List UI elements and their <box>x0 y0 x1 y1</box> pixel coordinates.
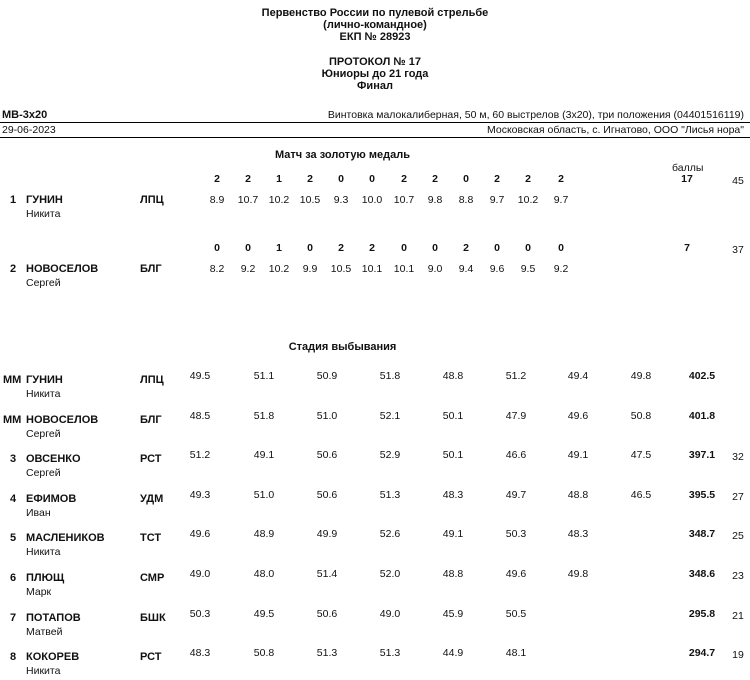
series-score: 45.9 <box>442 608 464 620</box>
shot-point: 2 <box>432 173 438 185</box>
rank: 4 <box>10 493 17 505</box>
rule-bottom <box>0 137 750 138</box>
total-score: 294.7 <box>688 647 716 659</box>
athlete-surname: ГУНИН <box>26 374 63 386</box>
series-score: 49.5 <box>189 370 211 382</box>
series-score: 47.9 <box>505 410 527 422</box>
shot-score: 10.5 <box>299 194 321 206</box>
total-score: 397.1 <box>688 449 716 461</box>
shot-score: 10.0 <box>361 194 383 206</box>
shot-score: 9.4 <box>458 263 474 275</box>
rank: 3 <box>10 453 17 465</box>
series-score: 50.5 <box>505 608 527 620</box>
category: Юниоры до 21 года <box>321 68 429 80</box>
series-score: 51.0 <box>316 410 338 422</box>
series-score: 49.3 <box>189 489 211 501</box>
series-score: 49.6 <box>505 568 527 580</box>
athlete-first-name: Сергей <box>26 277 61 289</box>
shot-point: 0 <box>214 242 220 254</box>
shot-point: 2 <box>369 242 375 254</box>
bib-number: 45 <box>732 175 744 187</box>
athlete-first-name: Никита <box>26 665 61 677</box>
series-score: 50.6 <box>316 489 338 501</box>
protocol-title: ПРОТОКОЛ № 17 <box>329 56 421 68</box>
bib-number: 37 <box>732 244 744 256</box>
series-score: 48.8 <box>567 489 589 501</box>
shot-point: 0 <box>338 173 344 185</box>
rank: 6 <box>10 572 17 584</box>
event-description: Винтовка малокалиберная, 50 м, 60 выстрелов (3х20), три положения (04401516119) <box>327 109 744 121</box>
shot-score: 9.8 <box>427 194 443 206</box>
athlete-surname: ПОТАПОВ <box>26 612 81 624</box>
shot-score: 9.6 <box>489 263 505 275</box>
series-score: 49.6 <box>567 410 589 422</box>
shot-point: 2 <box>338 242 344 254</box>
bib-number: 19 <box>732 649 744 661</box>
club-code: РСТ <box>140 651 162 663</box>
series-score: 49.4 <box>567 370 589 382</box>
shot-point: 0 <box>494 242 500 254</box>
shot-score: 9.0 <box>427 263 443 275</box>
athlete-first-name: Сергей <box>26 467 61 479</box>
header-line2: (лично-командное) <box>323 19 427 31</box>
bib-number: 27 <box>732 491 744 503</box>
athlete-surname: МАСЛЕНИКОВ <box>26 532 105 544</box>
rank: 2 <box>10 263 17 275</box>
athlete-surname: ЕФИМОВ <box>26 493 77 505</box>
series-score: 50.8 <box>253 647 275 659</box>
athlete-surname: ГУНИН <box>26 194 63 206</box>
total-score: 395.5 <box>688 489 716 501</box>
rank: ММ <box>3 414 22 426</box>
total-score: 295.8 <box>688 608 716 620</box>
athlete-surname: ОВСЕНКО <box>26 453 81 465</box>
shot-score: 10.2 <box>517 194 539 206</box>
shot-score: 10.2 <box>268 263 290 275</box>
shot-point: 0 <box>558 242 564 254</box>
athlete-first-name: Матвей <box>26 626 63 638</box>
total-score: 348.7 <box>688 528 716 540</box>
series-score: 49.9 <box>316 528 338 540</box>
series-score: 49.5 <box>253 608 275 620</box>
shot-point: 2 <box>463 242 469 254</box>
series-score: 51.0 <box>253 489 275 501</box>
total-points: 17 <box>681 173 693 185</box>
shot-score: 9.2 <box>240 263 256 275</box>
club-code: ЛПЦ <box>140 194 164 206</box>
club-code: БШК <box>140 612 166 624</box>
club-code: ТСТ <box>140 532 162 544</box>
club-code: БЛГ <box>140 263 162 275</box>
athlete-surname: КОКОРЕВ <box>26 651 80 663</box>
series-score: 46.5 <box>630 489 652 501</box>
series-score: 51.3 <box>379 647 401 659</box>
series-score: 48.8 <box>442 370 464 382</box>
shot-score: 9.2 <box>553 263 569 275</box>
series-score: 51.4 <box>316 568 338 580</box>
shot-point: 2 <box>494 173 500 185</box>
series-score: 51.8 <box>253 410 275 422</box>
shot-point: 0 <box>463 173 469 185</box>
series-score: 49.7 <box>505 489 527 501</box>
shot-score: 9.9 <box>302 263 318 275</box>
shot-score: 9.3 <box>333 194 349 206</box>
series-score: 50.6 <box>316 608 338 620</box>
series-score: 48.3 <box>567 528 589 540</box>
shot-point: 0 <box>369 173 375 185</box>
shot-point: 0 <box>525 242 531 254</box>
shot-point: 1 <box>276 242 282 254</box>
header-line1: Первенство России по пулевой стрельбе <box>261 7 489 19</box>
shot-point: 2 <box>401 173 407 185</box>
athlete-first-name: Марк <box>26 586 52 598</box>
series-score: 52.0 <box>379 568 401 580</box>
shot-score: 10.1 <box>393 263 415 275</box>
shot-point: 1 <box>276 173 282 185</box>
series-score: 49.6 <box>189 528 211 540</box>
series-score: 52.6 <box>379 528 401 540</box>
total-points: 7 <box>684 242 690 254</box>
series-score: 50.6 <box>316 449 338 461</box>
rank: 1 <box>10 194 17 206</box>
series-score: 51.2 <box>505 370 527 382</box>
elimination-title: Стадия выбывания <box>288 341 397 353</box>
series-score: 51.1 <box>253 370 275 382</box>
club-code: ЛПЦ <box>140 374 164 386</box>
shot-score: 9.7 <box>553 194 569 206</box>
series-score: 46.6 <box>505 449 527 461</box>
shot-point: 2 <box>245 173 251 185</box>
total-score: 348.6 <box>688 568 716 580</box>
shot-point: 0 <box>245 242 251 254</box>
series-score: 49.8 <box>567 568 589 580</box>
series-score: 51.3 <box>379 489 401 501</box>
series-score: 48.8 <box>442 568 464 580</box>
series-score: 50.8 <box>630 410 652 422</box>
series-score: 52.9 <box>379 449 401 461</box>
series-score: 49.8 <box>630 370 652 382</box>
shot-point: 0 <box>401 242 407 254</box>
bib-number: 25 <box>732 530 744 542</box>
bib-number: 32 <box>732 451 744 463</box>
series-score: 48.5 <box>189 410 211 422</box>
rank: 7 <box>10 612 17 624</box>
stage: Финал <box>357 80 393 92</box>
rank: ММ <box>3 374 22 386</box>
series-score: 48.1 <box>505 647 527 659</box>
bib-number: 23 <box>732 570 744 582</box>
series-score: 49.0 <box>379 608 401 620</box>
shot-score: 9.5 <box>520 263 536 275</box>
athlete-surname: НОВОСЕЛОВ <box>26 414 99 426</box>
shot-score: 10.7 <box>393 194 415 206</box>
shot-score: 10.2 <box>268 194 290 206</box>
series-score: 49.1 <box>253 449 275 461</box>
series-score: 48.0 <box>253 568 275 580</box>
series-score: 51.2 <box>189 449 211 461</box>
athlete-first-name: Сергей <box>26 428 61 440</box>
shot-score: 10.5 <box>330 263 352 275</box>
series-score: 50.3 <box>505 528 527 540</box>
club-code: БЛГ <box>140 414 162 426</box>
series-score: 48.3 <box>442 489 464 501</box>
series-score: 50.9 <box>316 370 338 382</box>
series-score: 49.1 <box>442 528 464 540</box>
shot-score: 8.2 <box>209 263 225 275</box>
series-score: 48.3 <box>189 647 211 659</box>
series-score: 51.8 <box>379 370 401 382</box>
total-score: 401.8 <box>688 410 716 422</box>
shot-point: 2 <box>307 173 313 185</box>
shot-score: 8.9 <box>209 194 225 206</box>
shot-point: 0 <box>432 242 438 254</box>
header-line3: ЕКП № 28923 <box>339 31 411 43</box>
total-score: 402.5 <box>688 370 716 382</box>
athlete-first-name: Никита <box>26 208 61 220</box>
event-location: Московская область, с. Игнатово, ООО "Лисья нора" <box>487 124 744 136</box>
series-score: 48.9 <box>253 528 275 540</box>
rule-top <box>0 122 750 123</box>
series-score: 47.5 <box>630 449 652 461</box>
series-score: 50.3 <box>189 608 211 620</box>
athlete-first-name: Иван <box>26 507 51 519</box>
series-score: 50.1 <box>442 449 464 461</box>
shot-point: 2 <box>558 173 564 185</box>
series-score: 52.1 <box>379 410 401 422</box>
series-score: 51.3 <box>316 647 338 659</box>
athlete-surname: ПЛЮЩ <box>26 572 65 584</box>
club-code: РСТ <box>140 453 162 465</box>
shot-point: 2 <box>214 173 220 185</box>
series-score: 49.0 <box>189 568 211 580</box>
athlete-first-name: Никита <box>26 388 61 400</box>
club-code: УДМ <box>140 493 164 505</box>
rank: 8 <box>10 651 17 663</box>
athlete-first-name: Никита <box>26 546 61 558</box>
event-code: МВ-3х20 <box>2 109 48 121</box>
series-score: 44.9 <box>442 647 464 659</box>
shot-score: 8.8 <box>458 194 474 206</box>
points-header: баллы <box>672 162 704 174</box>
shot-score: 9.7 <box>489 194 505 206</box>
club-code: СМР <box>140 572 165 584</box>
shot-score: 10.7 <box>237 194 259 206</box>
series-score: 50.1 <box>442 410 464 422</box>
shot-point: 0 <box>307 242 313 254</box>
athlete-surname: НОВОСЕЛОВ <box>26 263 99 275</box>
series-score: 49.1 <box>567 449 589 461</box>
bib-number: 21 <box>732 610 744 622</box>
event-date: 29-06-2023 <box>2 124 56 136</box>
rank: 5 <box>10 532 17 544</box>
shot-score: 10.1 <box>361 263 383 275</box>
gold-match-title: Матч за золотую медаль <box>274 149 410 161</box>
shot-point: 2 <box>525 173 531 185</box>
